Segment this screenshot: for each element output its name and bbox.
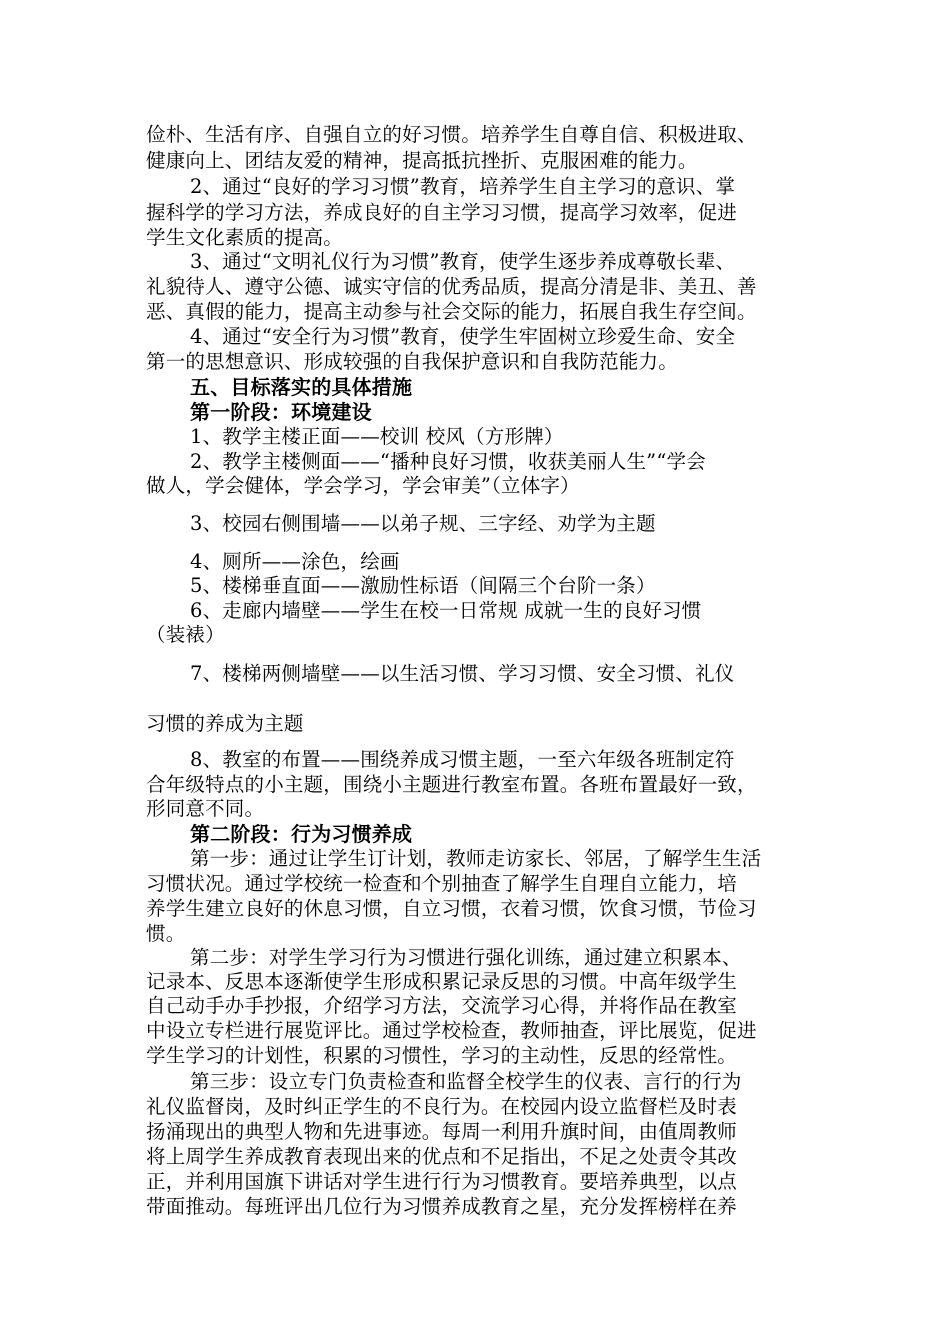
text-line: 4、通过“安全行为习惯”教育，使学生牢固树立珍爱生命、安全 xyxy=(190,325,736,348)
text-line: 形同意不同。 xyxy=(146,797,265,820)
stage-heading: 第二阶段：行为习惯养成 xyxy=(190,822,413,846)
text-line: 中设立专栏进行展览评比。通过学校检查，教师抽查，评比展览，促进 xyxy=(146,1019,757,1042)
text-line: 记录本、反思本逐渐使学生形成积累记录反思的习惯。中高年级学生 xyxy=(146,970,738,993)
text-line: 合年级特点的小主题，围绕小主题进行教室布置。各班布置最好一致， xyxy=(146,773,757,796)
text-line: 礼貌待人、遵守公德、诚实守信的优秀品质，提高分清是非、美丑、善 xyxy=(146,275,757,298)
text-line: 扬涌现出的典型人物和先进事迹。每周一利用升旗时间，由值周教师 xyxy=(146,1120,738,1143)
text-line: 第一步：通过让学生订计划，教师走访家长、邻居，了解学生生活 xyxy=(190,847,762,870)
text-line: 1、教学主楼正面——校训 校风（方形牌） xyxy=(190,425,564,448)
text-line: 自己动手办手抄报，介绍学习方法，交流学习心得，并将作品在教室 xyxy=(146,994,738,1017)
text-line: 2、通过“良好的学习习惯”教育，培养学生自主学习的意识、掌 xyxy=(190,175,736,198)
text-line: （装裱） xyxy=(146,623,225,646)
text-line: 恶、真假的能力，提高主动参与社会交际的能力，拓展自我生存空间。 xyxy=(146,300,757,323)
text-line: 7、楼梯两侧墙壁——以生活习惯、学习习惯、安全习惯、礼仪 xyxy=(190,662,735,685)
text-line: 握科学的学习方法，养成良好的自主学习习惯，提高学习效率，促进 xyxy=(146,201,738,224)
text-line: 3、校园右侧围墙——以弟子规、三字经、劝学为主题 xyxy=(190,512,656,535)
section-heading: 五、目标落实的具体措施 xyxy=(190,375,413,399)
text-line: 惯。 xyxy=(146,922,186,945)
text-line: 带面推动。每班评出几位行为习惯养成教育之星，充分发挥榜样在养 xyxy=(146,1195,738,1218)
text-line: 做人，学会健体，学会学习，学会审美”（立体字） xyxy=(146,474,580,497)
text-line: 3、通过“文明礼仪行为习惯”教育，使学生逐步养成尊敬长辈、 xyxy=(190,250,736,273)
text-line: 6、走廊内墙壁——学生在校一日常规 成就一生的良好习惯 xyxy=(190,599,702,622)
text-line: 习惯状况。通过学校统一检查和个别抽查了解学生自理自立能力，培 xyxy=(146,872,738,895)
stage-heading: 第一阶段：环境建设 xyxy=(190,400,372,424)
text-line: 健康向上、团结友爱的精神，提高抵抗挫折、克服困难的能力。 xyxy=(146,149,698,172)
text-line: 4、厕所——涂色，绘画 xyxy=(190,550,400,573)
text-line: 8、教室的布置——围绕养成习惯主题，一至六年级各班制定符 xyxy=(190,748,735,771)
text-line: 俭朴、生活有序、自强自立的好习惯。培养学生自尊自信、积极进取、 xyxy=(146,123,757,146)
text-line: 习惯的养成为主题 xyxy=(146,712,304,735)
text-line: 养学生建立良好的休息习惯，自立习惯，衣着习惯，饮食习惯，节俭习 xyxy=(146,897,757,920)
text-line: 2、教学主楼侧面——“播种良好习惯，收获美丽人生”“学会 xyxy=(190,450,706,473)
text-line: 5、楼梯垂直面——激励性标语（间隔三个台阶一条） xyxy=(190,574,656,597)
text-line: 将上周学生养成教育表现出来的优点和不足指出，不足之处责令其改 xyxy=(146,1145,738,1168)
text-line: 学生文化素质的提高。 xyxy=(146,226,344,249)
text-line: 礼仪监督岗，及时纠正学生的不良行为。在校园内设立监督栏及时表 xyxy=(146,1095,738,1118)
text-line: 第二步：对学生学习行为习惯进行强化训练，通过建立积累本、 xyxy=(190,946,742,969)
text-line: 第一的思想意识、形成较强的自我保护意识和自我防范能力。 xyxy=(146,350,678,373)
text-line: 正，并利用国旗下讲话对学生进行行为习惯教育。要培养典型，以点 xyxy=(146,1170,738,1193)
text-line: 学生学习的计划性，积累的习惯性，学习的主动性，反思的经常性。 xyxy=(146,1044,738,1067)
text-line: 第三步：设立专门负责检查和监督全校学生的仪表、言行的行为 xyxy=(190,1070,742,1093)
